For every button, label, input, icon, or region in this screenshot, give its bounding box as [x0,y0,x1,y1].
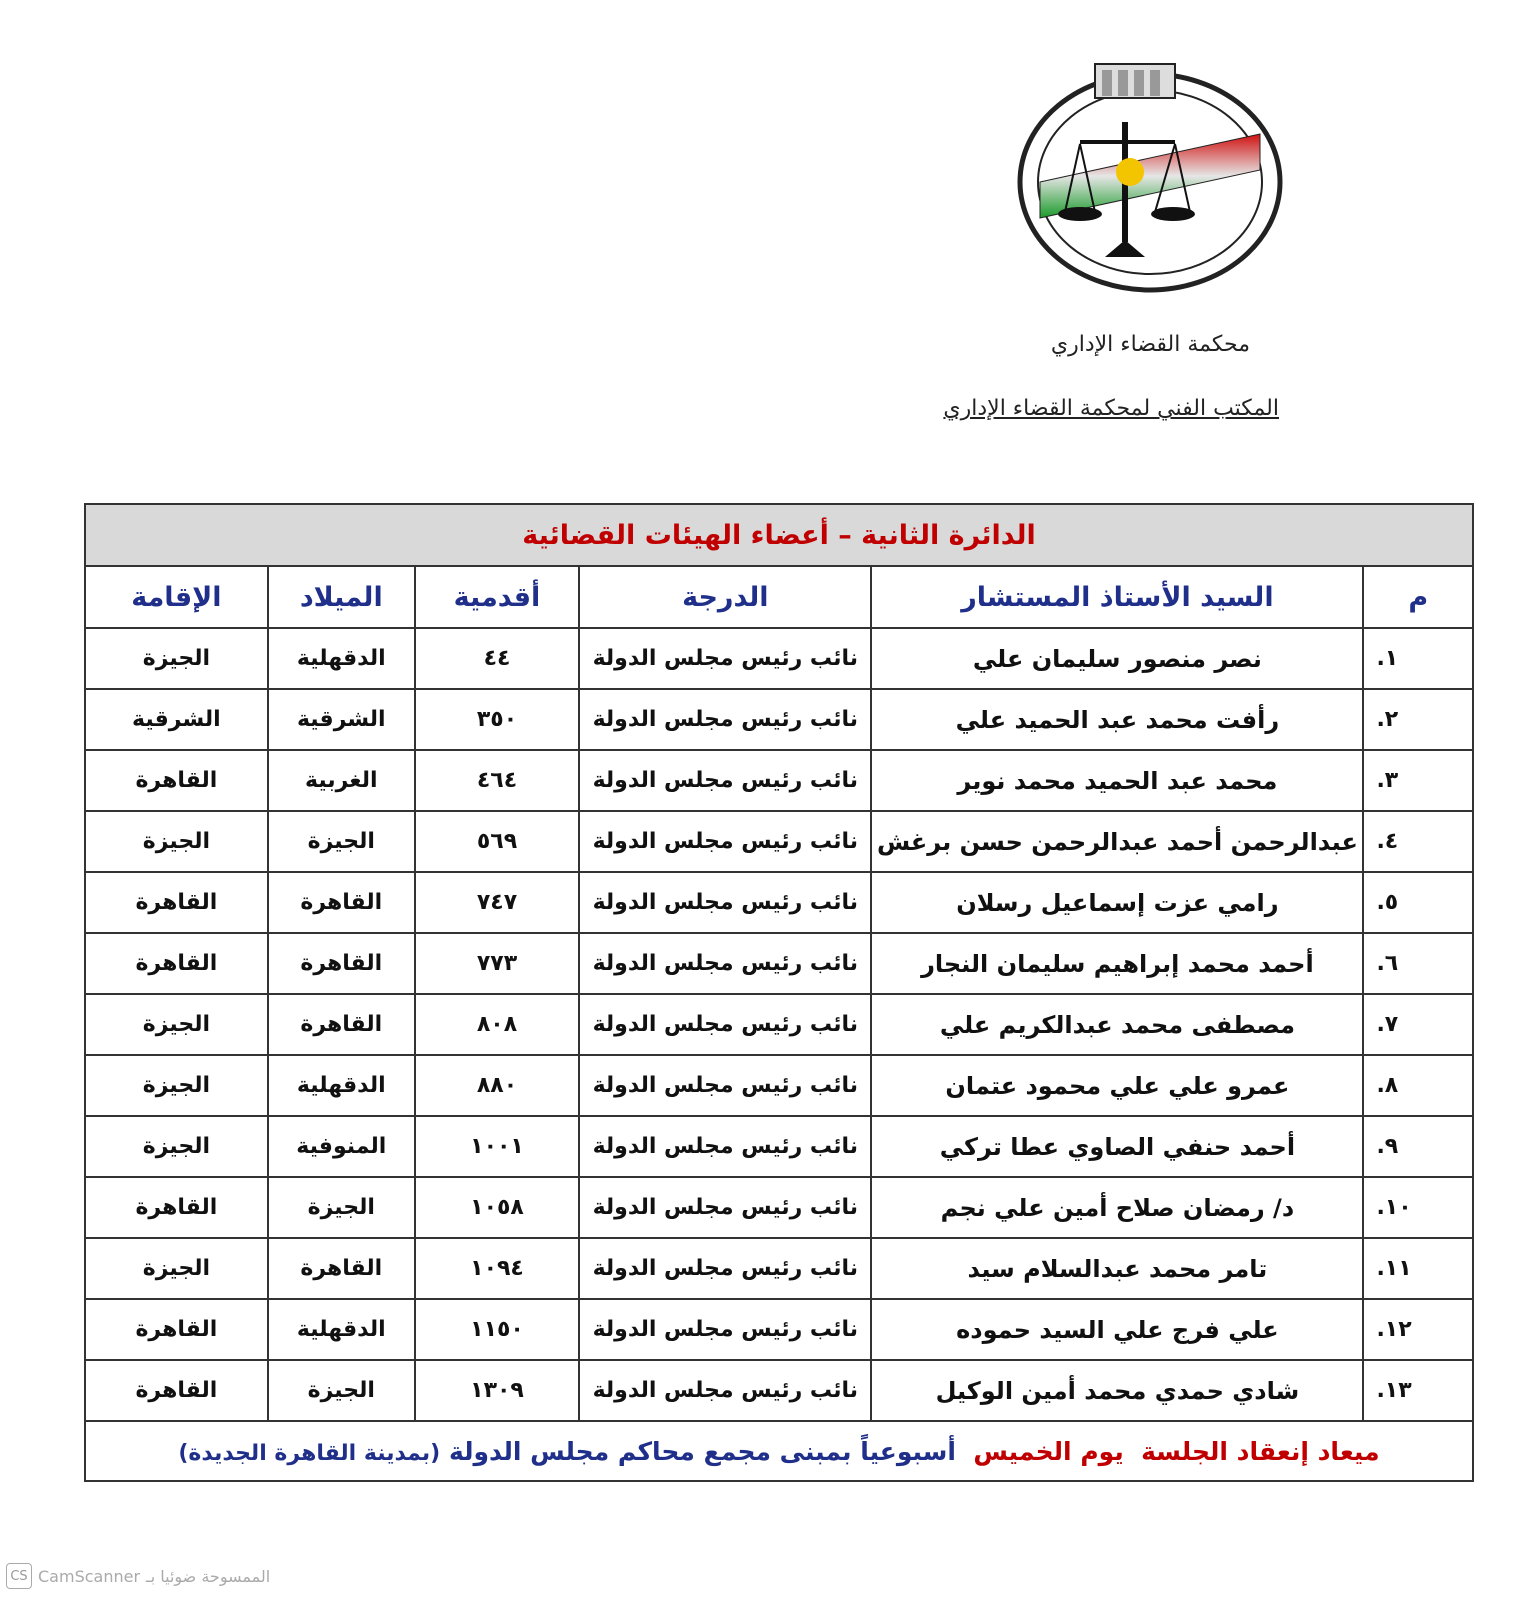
state-council-logo [1010,52,1300,302]
row-number: ٢. [1363,689,1473,750]
judge-rank: نائب رئيس مجلس الدولة [579,933,871,994]
judge-rank: نائب رئيس مجلس الدولة [579,811,871,872]
table-row [85,872,1473,933]
judge-rank: نائب رئيس مجلس الدولة [579,628,871,689]
judge-birthplace: الشرقية [268,689,415,750]
judge-name: نصر منصور سليمان علي [871,628,1363,689]
row-number: ١٠. [1363,1177,1473,1238]
camscanner-watermark [6,1563,270,1589]
judge-name: رأفت محمد عبد الحميد علي [871,689,1363,750]
table-row [85,1177,1473,1238]
column-header-seniority: أقدمية [415,566,579,628]
table-row [85,1116,1473,1177]
judge-seniority: ١٠٠١ [415,1116,579,1177]
judge-name: د/ رمضان صلاح أمين علي نجم [871,1177,1363,1238]
judge-name: أحمد محمد إبراهيم سليمان النجار [871,933,1363,994]
judge-birthplace: القاهرة [268,872,415,933]
judge-seniority: ٤٦٤ [415,750,579,811]
table-row [85,811,1473,872]
camscanner-icon: CS [6,1563,32,1589]
row-number: ١٣. [1363,1360,1473,1421]
judge-birthplace: القاهرة [268,994,415,1055]
judge-seniority: ٤٤ [415,628,579,689]
table-row [85,994,1473,1055]
session-day: يوم الخميس [973,1436,1124,1466]
judge-birthplace: الجيزة [268,1360,415,1421]
table-title: الدائرة الثانية – أعضاء الهيئات القضائية [85,504,1473,566]
judge-rank: نائب رئيس مجلس الدولة [579,1238,871,1299]
judge-residence: الجيزة [85,994,268,1055]
judge-birthplace: المنوفية [268,1116,415,1177]
judge-birthplace: الدقهلية [268,1299,415,1360]
judge-seniority: ١٠٥٨ [415,1177,579,1238]
judge-seniority: ١١٥٠ [415,1299,579,1360]
judge-seniority: ٣٥٠ [415,689,579,750]
judge-birthplace: الدقهلية [268,1055,415,1116]
judge-rank: نائب رئيس مجلس الدولة [579,1177,871,1238]
table-row [85,750,1473,811]
column-header-number: م [1363,566,1473,628]
table-header-row [85,566,1473,628]
judge-seniority: ٧٧٣ [415,933,579,994]
judge-rank: نائب رئيس مجلس الدولة [579,1360,871,1421]
judge-name: محمد عبد الحميد محمد نوير [871,750,1363,811]
session-city: (بمدينة القاهرة الجديدة) [178,1440,441,1466]
judges-table [84,503,1474,1482]
judge-residence: الجيزة [85,1055,268,1116]
table-row [85,689,1473,750]
column-header-rank: الدرجة [579,566,871,628]
judge-birthplace: الجيزة [268,1177,415,1238]
camscanner-text: CamScanner [38,1566,141,1586]
column-header-residence: الإقامة [85,566,268,628]
judge-name: رامي عزت إسماعيل رسلان [871,872,1363,933]
judge-name: عمرو علي علي محمود عتمان [871,1055,1363,1116]
technical-office-name: المكتب الفني لمحكمة القضاء الإداري [943,396,1279,421]
table-row [85,1238,1473,1299]
judge-rank: نائب رئيس مجلس الدولة [579,1055,871,1116]
judge-rank: نائب رئيس مجلس الدولة [579,1116,871,1177]
judge-residence: الجيزة [85,811,268,872]
judge-rank: نائب رئيس مجلس الدولة [579,1299,871,1360]
table-row [85,1055,1473,1116]
judge-birthplace: الغربية [268,750,415,811]
judge-residence: الجيزة [85,1116,268,1177]
judge-seniority: ٥٦٩ [415,811,579,872]
judge-name: عبدالرحمن أحمد عبدالرحمن حسن برغش [871,811,1363,872]
judge-seniority: ١٠٩٤ [415,1238,579,1299]
row-number: ٥. [1363,872,1473,933]
row-number: ١٢. [1363,1299,1473,1360]
table-row [85,1360,1473,1421]
judge-birthplace: الجيزة [268,811,415,872]
camscanner-arabic-text: الممسوحة ضوئيا بـ [146,1566,271,1586]
judge-residence: القاهرة [85,1360,268,1421]
session-label: ميعاد إنعقاد الجلسة [1141,1436,1380,1466]
table-row [85,1299,1473,1360]
judge-rank: نائب رئيس مجلس الدولة [579,750,871,811]
judge-residence: القاهرة [85,750,268,811]
judge-residence: الشرقية [85,689,268,750]
judge-name: مصطفى محمد عبدالكريم علي [871,994,1363,1055]
row-number: ٤. [1363,811,1473,872]
judge-residence: الجيزة [85,628,268,689]
judge-name: شادي حمدي محمد أمين الوكيل [871,1360,1363,1421]
judge-name: أحمد حنفي الصاوي عطا تركي [871,1116,1363,1177]
row-number: ١. [1363,628,1473,689]
judge-name: علي فرج علي السيد حموده [871,1299,1363,1360]
judge-residence: القاهرة [85,872,268,933]
judge-rank: نائب رئيس مجلس الدولة [579,872,871,933]
row-number: ٧. [1363,994,1473,1055]
column-header-name: السيد الأستاذ المستشار [871,566,1363,628]
judge-residence: الجيزة [85,1238,268,1299]
column-header-birthplace: الميلاد [268,566,415,628]
session-schedule-note [85,1421,1473,1481]
judge-name: تامر محمد عبدالسلام سيد [871,1238,1363,1299]
row-number: ٣. [1363,750,1473,811]
table-row [85,628,1473,689]
row-number: ٨. [1363,1055,1473,1116]
row-number: ٩. [1363,1116,1473,1177]
court-name: محكمة القضاء الإداري [1050,332,1250,357]
judge-seniority: ٨٨٠ [415,1055,579,1116]
judge-residence: القاهرة [85,933,268,994]
judge-residence: القاهرة [85,1299,268,1360]
row-number: ٦. [1363,933,1473,994]
session-venue: أسبوعياً بمبنى مجمع محاكم مجلس الدولة [448,1436,956,1466]
judge-seniority: ١٣٠٩ [415,1360,579,1421]
judge-seniority: ٧٤٧ [415,872,579,933]
judge-birthplace: الدقهلية [268,628,415,689]
judge-rank: نائب رئيس مجلس الدولة [579,994,871,1055]
row-number: ١١. [1363,1238,1473,1299]
judge-birthplace: القاهرة [268,1238,415,1299]
judge-birthplace: القاهرة [268,933,415,994]
judge-rank: نائب رئيس مجلس الدولة [579,689,871,750]
table-row [85,933,1473,994]
judge-residence: القاهرة [85,1177,268,1238]
judge-seniority: ٨٠٨ [415,994,579,1055]
